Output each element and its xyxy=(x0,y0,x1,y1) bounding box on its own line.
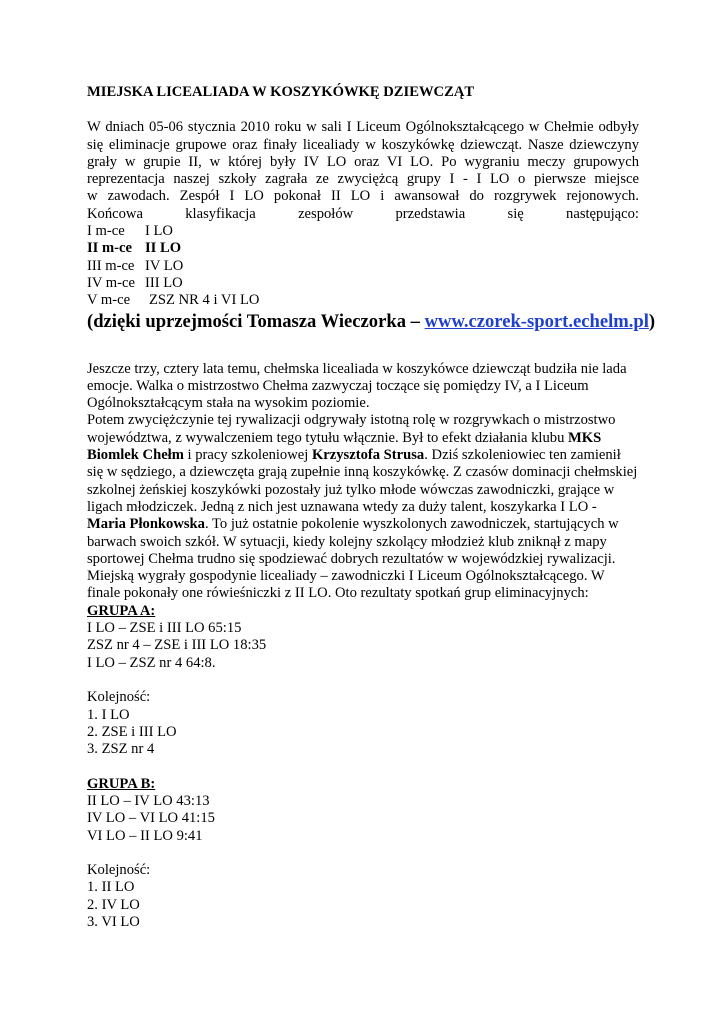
article-line: emocje. Walka o mistrzostwo Chełma zazwyczaj toczące się pomiędzy IV, a I Liceum xyxy=(87,377,589,394)
intro-line: się eliminacje grupowe oraz finały licealiady w koszykówkę dziewcząt. Nasze dziewczyny xyxy=(87,136,639,153)
document-title: MIEJSKA LICEALIADA W KOSZYKÓWKĘ DZIEWCZĄT xyxy=(87,84,475,100)
credit-prefix: (dzięki uprzejmości Tomasza Wieczorka – xyxy=(87,310,425,332)
article-text: województwa, z wywalczeniem tego tytułu włącznie. Był to efekt działania klubu xyxy=(87,429,569,446)
group-a-result: ZSZ nr 4 – ZSE i III LO 18:35 xyxy=(87,637,267,654)
spacer xyxy=(87,672,639,689)
article-line: szkolnej żeńskiej koszykówki pozostały już tylko młode wówczas zawodniczki, grające w xyxy=(87,481,615,498)
group-b-result: IV LO – VI LO 41:15 xyxy=(87,810,215,827)
group-b-order-item: 3. VI LO xyxy=(87,914,140,931)
group-b-order-item: 1. II LO xyxy=(87,879,135,896)
article-line xyxy=(87,430,639,447)
intro-line: w zawodach. Zespół I LO pokonał II LO i awansował do rozgrywek rejonowych. xyxy=(87,188,639,205)
classification-team: II LO xyxy=(145,240,182,257)
article-line: się w sędziego, a dziewczęta grają zupełnie inną koszykówkę. Z czasów dominacji chełmskiej xyxy=(87,464,638,481)
article-line: Ogólnokształcącym stała na wysokim poziomie. xyxy=(87,395,370,412)
article-line: Miejską wygrały gospodynie licealiady – zawodniczki I Liceum Ogólnokształcącego. W xyxy=(87,568,605,585)
article-line: sportowej Chełma trudno się spodziewać dobrych rezultatów w wojewódzkiej rywalizacji. xyxy=(87,550,616,567)
group-a-order-item: 1. I LO xyxy=(87,706,130,723)
classification-row xyxy=(87,275,639,292)
classification-place: V m-ce xyxy=(87,292,131,309)
article-paragraph xyxy=(87,361,639,603)
group-b-order-label: Kolejność: xyxy=(87,862,151,879)
group-a-result: I LO – ZSZ nr 4 64:8. xyxy=(87,654,216,671)
classification-row xyxy=(87,258,639,275)
group-a-heading: GRUPA A: xyxy=(87,602,156,619)
article-line: Jeszcze trzy, cztery lata temu, chełmska licealiada w koszykówce dziewcząt budziła nie lada xyxy=(87,360,627,377)
classification-list xyxy=(87,223,639,309)
group-b-section xyxy=(87,776,639,932)
article-text: i pracy szkoleniowej xyxy=(183,447,312,464)
classification-team: I LO xyxy=(145,223,173,240)
group-b-result: II LO – IV LO 43:13 xyxy=(87,792,210,809)
classification-place: III m-ce xyxy=(87,257,135,274)
group-a-order-item: 2. ZSE i III LO xyxy=(87,723,177,740)
credit-line xyxy=(87,310,656,333)
group-b-heading: GRUPA B: xyxy=(87,775,156,792)
article-line xyxy=(87,516,639,533)
document-content xyxy=(87,84,656,931)
group-a-result: I LO – ZSE i III LO 65:15 xyxy=(87,620,242,637)
classification-place: IV m-ce xyxy=(87,274,135,291)
classification-row xyxy=(87,292,639,309)
article-line xyxy=(87,447,639,464)
group-a-order-label: Kolejność: xyxy=(87,689,151,706)
player-name: Maria Płonkowska xyxy=(87,516,205,533)
credit-link[interactable]: www.czorek-sport.echelm.pl xyxy=(424,310,649,332)
spacer xyxy=(87,758,639,775)
club-name: MKS xyxy=(568,429,602,446)
article-line: finale pokonały one rówieśniczki z II LO. Oto rezultaty spotkań grup eliminacyjnych: xyxy=(87,585,589,602)
group-b-order-item: 2. IV LO xyxy=(87,896,140,913)
classification-place: II m-ce xyxy=(87,240,132,257)
credit-suffix: ) xyxy=(648,310,656,332)
classification-team: IV LO xyxy=(145,257,184,274)
article-line: Potem zwyciężczynie tej rywalizacji odgrywały istotną rolę w rozgrywkach o mistrzostwo xyxy=(87,412,616,429)
classification-place: I m-ce xyxy=(87,223,125,240)
group-a-section xyxy=(87,603,639,759)
intro-line: reprezentacja naszej szkoły zagrała ze zwyciężcą grupy I - I LO o pierwsze miejsce xyxy=(87,171,639,188)
classification-team: ZSZ NR 4 i VI LO xyxy=(149,292,260,309)
intro-paragraph xyxy=(87,119,639,223)
article-line: ligach młodziczek. Jedną z nich jest uznawana wtedy za duży talent, koszykarka I LO - xyxy=(87,498,597,515)
club-name: Biomlek Chełm xyxy=(87,447,184,464)
article-text: . Dziś szkoleniowiec ten zamienił xyxy=(424,447,621,464)
intro-line: grały w grupie II, w której były IV LO oraz VI LO. Po wygraniu meczy grupowych xyxy=(87,153,639,170)
intro-line: Końcowa klasyfikacja zespołów przedstawia się następująco: xyxy=(87,205,639,222)
classification-row-highlight xyxy=(87,240,639,257)
article-line: barwach swoich szkół. W sytuacji, kiedy kolejny szkolący młodzież klub zniknął z mapy xyxy=(87,533,607,550)
coach-name: Krzysztofa Strusa xyxy=(311,447,425,464)
article-text: . To już ostatnie pokolenie wyszkolonych zawodniczek, startujących w xyxy=(204,516,619,533)
classification-team: III LO xyxy=(145,274,183,291)
group-a-order-item: 3. ZSZ nr 4 xyxy=(87,741,155,758)
intro-line: W dniach 05-06 stycznia 2010 roku w sali I Liceum Ogólnokształcącego w Chełmie odbyły xyxy=(87,119,639,136)
spacer xyxy=(87,845,639,862)
group-b-result: VI LO – II LO 9:41 xyxy=(87,827,203,844)
classification-row xyxy=(87,223,639,240)
spacer xyxy=(87,333,639,361)
